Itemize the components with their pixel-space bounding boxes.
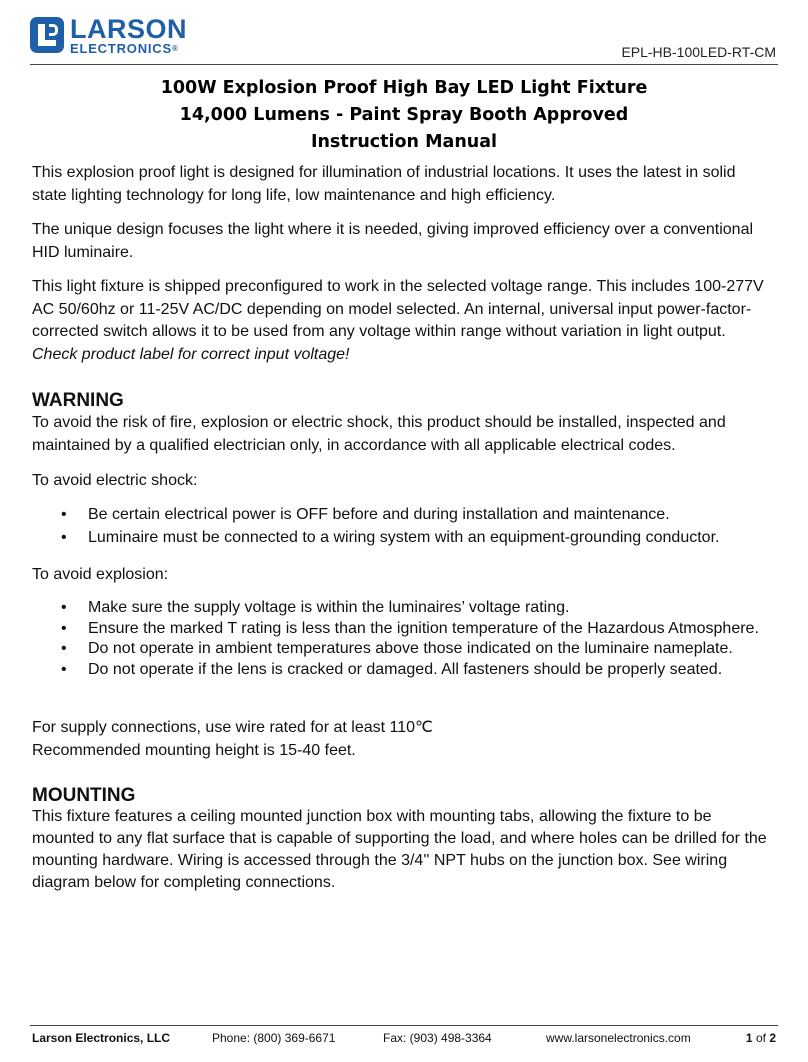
footer-company: Larson Electronics, LLC bbox=[32, 1031, 171, 1045]
title-line-3: Instruction Manual bbox=[310, 132, 498, 152]
list-item: • Ensure the marked T rating is less than the ignition temperature of the Hazardous Atmosphere. bbox=[61, 619, 759, 637]
intro-paragraph-1: This explosion proof light is designed for illumination of industrial locations. It uses the latest in solid state lighting technology for long life, low maintenance and high efficiency. bbox=[32, 164, 736, 204]
mounting-height: Recommended mounting height is 15-40 feet. bbox=[32, 742, 356, 759]
footer-phone: Phone: (800) 369-6671 bbox=[212, 1031, 336, 1045]
page-header bbox=[0, 0, 808, 66]
list-item: • Do not operate in ambient temperatures above those indicated on the luminaire nameplate. bbox=[61, 640, 733, 657]
intro-paragraph-3: This light fixture is shipped preconfigured to work in the selected voltage range. This includes 100-277V AC 50/60hz or 11-25V AC/DC depending on model selected. An internal, universal input power-factor-corrected switch allows it to be used from any voltage within range without variation in light output. Check product label for correct input voltage! bbox=[32, 278, 764, 363]
title-line-1: 100W Explosion Proof High Bay LED Light Fixture bbox=[160, 78, 648, 98]
warning-heading: WARNING bbox=[32, 390, 124, 411]
list-item: • Be certain electrical power is OFF before and during installation and maintenance. bbox=[61, 506, 670, 523]
larson-logo bbox=[30, 16, 200, 56]
list-item: • Do not operate if the lens is cracked or damaged. All fasteners should be properly seated. bbox=[61, 660, 723, 678]
logo-name: LARSON bbox=[70, 14, 187, 44]
logo-subtitle: ELECTRONICS® bbox=[70, 41, 179, 56]
footer-website-link[interactable]: www.larsonelectronics.com bbox=[546, 1031, 691, 1045]
document-number: EPL-HB-100LED-RT-CM bbox=[621, 44, 776, 60]
footer-divider bbox=[30, 1025, 778, 1026]
explosion-intro: To avoid explosion: bbox=[32, 566, 169, 583]
voltage-note: Check product label for correct input voltage! bbox=[32, 345, 350, 363]
list-item: • Luminaire must be connected to a wiring system with an equipment-grounding conductor. bbox=[61, 528, 720, 546]
title-line-2: 14,000 Lumens - Paint Spray Booth Approved bbox=[179, 105, 629, 125]
mounting-text: This fixture features a ceiling mounted junction box with mounting tabs, allowing the fixture to be mounted to any flat surface that is capable of supporting the load, and where holes can be drilled for the mounting hardware. Wiring is accessed through the 3/4'' NPT hubs on the junction box. See wiring diagram below for completing connections. bbox=[32, 808, 767, 891]
shock-list bbox=[32, 504, 772, 549]
logo-le-icon bbox=[30, 17, 64, 53]
mounting-heading: MOUNTING bbox=[32, 785, 136, 806]
explosion-list bbox=[32, 598, 772, 680]
footer-page-number: 1 of 2 bbox=[745, 1031, 776, 1045]
footer-fax: Fax: (903) 498-3364 bbox=[383, 1031, 492, 1045]
warning-text: To avoid the risk of fire, explosion or electric shock, this product should be installed, inspected and maintained by a qualified electrician only, in accordance with all applicable electrical codes. bbox=[32, 414, 726, 454]
intro-paragraph-2: The unique design focuses the light where it is needed, giving improved efficiency over a conventional HID luminaire. bbox=[32, 221, 754, 261]
list-item: • Make sure the supply voltage is within the luminaires’ voltage rating. bbox=[61, 599, 570, 616]
supply-connections: For supply connections, use wire rated for at least 110℃ bbox=[32, 719, 433, 736]
header-divider bbox=[30, 64, 778, 65]
shock-intro: To avoid electric shock: bbox=[32, 472, 198, 489]
